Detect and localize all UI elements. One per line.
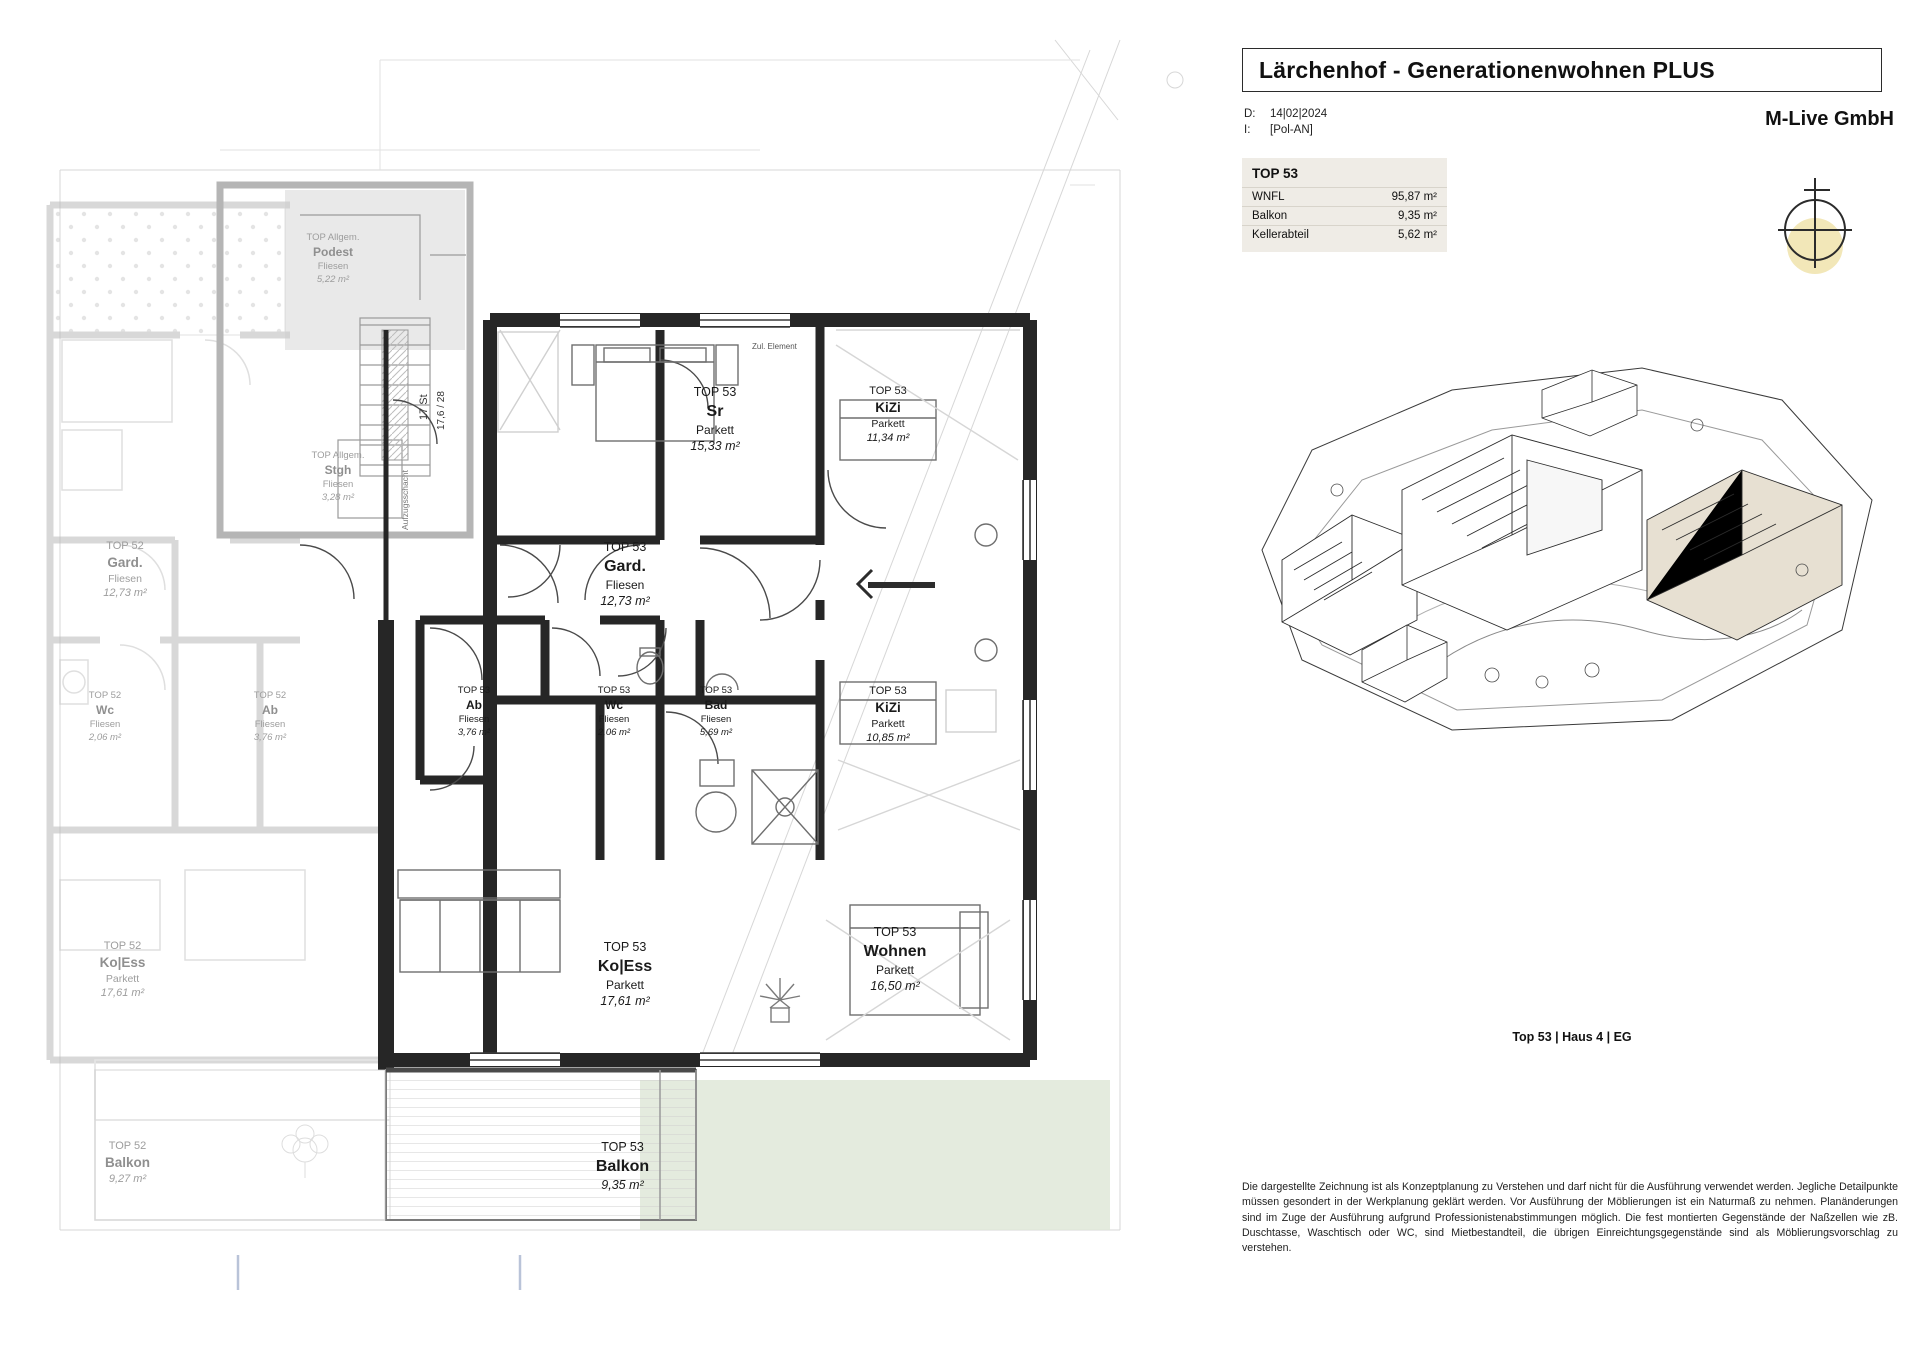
company-name: M-Live GmbH: [1765, 108, 1894, 130]
room-label-kizi-top: TOP 53 KiZi Parkett 11,34 m²: [866, 385, 910, 444]
room-label-wc: TOP 53 Wc Fliesen 2,06 m²: [597, 685, 631, 738]
room-label-kizi-mid: TOP 53 KiZi Parkett 10,85 m²: [866, 685, 910, 744]
room-label-ab: TOP 53 Ab Fliesen 3,76 m²: [457, 685, 491, 738]
drawing-meta: [1244, 108, 1327, 140]
unit-summary-row: [1242, 206, 1447, 225]
unit-row-label: Balkon: [1252, 210, 1288, 222]
unit-row-value: 9,35 m²: [1398, 210, 1437, 222]
render-caption: Top 53 | Haus 4 | EG: [1512, 1030, 1632, 1044]
room-label-podest: TOP Allgem. Podest Fliesen 5,22 m²: [306, 232, 360, 285]
disclaimer-text: Die dargestellte Zeichnung ist als Konzeptplanung zu Verstehen und darf nicht für die Ausführung verwendet werden. Jegliche Detailpunkte müssen gesondert in der Werkplanung geklärt werden. Vor Ausführung der Möblierungen ist ein Naturmaß zu nehmen. Planänderungen sind im Zuge der Ausführung aufgrund Professionistenabstimmungen möglich. Die fest montierten Gegenstände der Naßzellen wie zB. Duschtasse, Waschtisch oder WC, sind Mietbestandteil, die übrigen Einreichtungsgegenstände sind als Möblierungsvorschlag zu verstehen.: [1242, 1181, 1898, 1255]
site-axonometric-render: [1242, 330, 1902, 1044]
room-label-wohnen: TOP 53 Wohnen Parkett 16,50 m²: [863, 925, 927, 993]
room-label-sr: TOP 53 Sr Parkett 15,33 m²: [690, 385, 740, 453]
unit-row-label: WNFL: [1252, 191, 1285, 203]
room-label-koess: TOP 53 Ko|Ess Parkett 17,61 m²: [597, 940, 653, 1008]
info-panel: [1218, 0, 1918, 1358]
meta-key-index: I:: [1244, 124, 1251, 136]
elevator-shaft-label: Aufzugsschacht: [400, 469, 410, 530]
meta-row-index: [1244, 124, 1327, 136]
room-label-gard: TOP 53 Gard. Fliesen 12,73 m²: [600, 540, 650, 608]
room-label-bad: TOP 53 Bad Fliesen 5,69 m²: [699, 685, 733, 738]
stair-count-label: 17 St: [418, 394, 430, 420]
meta-key-date: D:: [1244, 108, 1256, 120]
room-label-top52-ab: TOP 52 Ab Fliesen 3,76 m²: [253, 690, 287, 743]
meta-value-index: [Pol-AN]: [1270, 124, 1313, 136]
compass-icon: [1760, 168, 1870, 278]
zul-element-label: Zul. Element: [752, 342, 797, 351]
project-title: Lärchenhof - Generationenwohnen PLUS: [1259, 56, 1715, 83]
unit-row-label: Kellerabteil: [1252, 229, 1309, 241]
meta-value-date: 14|02|2024: [1270, 108, 1328, 120]
unit-row-value: 95,87 m²: [1391, 191, 1437, 203]
room-label-top52-gard: TOP 52 Gard. Fliesen 12,73 m²: [103, 540, 147, 599]
unit-summary-row: [1242, 187, 1447, 206]
room-label-top52-koess: TOP 52 Ko|Ess Parkett 17,61 m²: [99, 940, 146, 999]
project-title-box: [1242, 48, 1882, 92]
room-label-top52-balkon: TOP 52 Balkon 9,27 m²: [104, 1140, 150, 1185]
unit-row-value: 5,62 m²: [1398, 229, 1437, 241]
room-label-top52-wc: TOP 52 Wc Fliesen 2,06 m²: [88, 690, 122, 743]
room-label-stgh: TOP Allgem. Stgh Fliesen 3,28 m²: [311, 450, 365, 503]
room-label-balkon: TOP 53 Balkon 9,35 m²: [595, 1140, 650, 1192]
unit-summary-box: [1242, 158, 1447, 252]
unit-summary-row: [1242, 225, 1447, 244]
meta-row-date: [1244, 108, 1327, 120]
stair-rise-label: 17,6 / 28: [436, 391, 447, 430]
unit-summary-title: TOP 53: [1252, 166, 1299, 181]
